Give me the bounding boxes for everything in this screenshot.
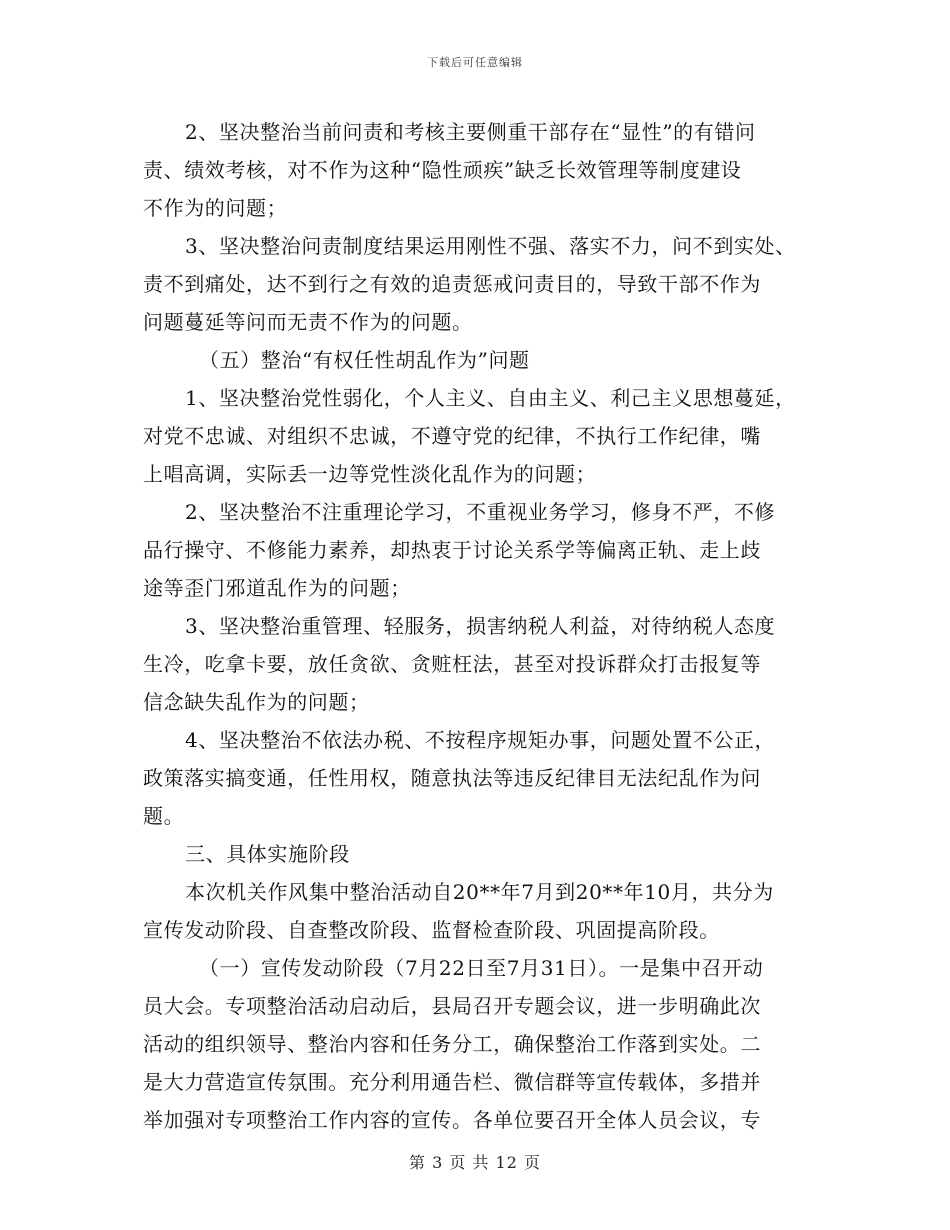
paragraph-line: 信念缺失乱作为的问题； (143, 690, 370, 714)
paragraph-line: 上唱高调，实际丢一边等党性淡化乱作为的问题； (143, 462, 597, 486)
paragraph-line: 责不到痛处，达不到行之有效的追责惩戒问责目的，导致干部不作为 (143, 272, 761, 296)
paragraph-line: 4、坚决整治不依法办税、不按程序规矩办事，问题处置不公正， (185, 728, 776, 752)
paragraph-line: 责、绩效考核，对不作为这种“隐性顽疾”缺乏长效管理等制度建设 (143, 158, 742, 182)
page-header: 下载后可任意编辑 (427, 56, 523, 69)
paragraph-line: 2、坚决整治不注重理论学习，不重视业务学习，修身不严，不修 (185, 500, 776, 524)
paragraph-line: 活动的组织领导、整治内容和任务分工，确保整治工作落到实处。二 (143, 1032, 761, 1056)
paragraph-line: 品行操守、不修能力素养，却热衷于讨论关系学等偏离正轨、走上歧 (143, 538, 761, 562)
paragraph-line: 是大力营造宣传氛围。充分利用通告栏、微信群等宣传载体，多措并 (143, 1070, 761, 1094)
paragraph-line: 举加强对专项整治工作内容的宣传。各单位要召开全体人员会议，专 (143, 1108, 761, 1132)
paragraph-line: 问题蔓延等问而无责不作为的问题。 (143, 310, 473, 334)
section-heading: （五）整治“有权任性胡乱作为”问题 (199, 348, 530, 372)
paragraph-line: 3、坚决整治重管理、轻服务，损害纳税人利益，对待纳税人态度 (185, 614, 776, 638)
paragraph-line: 1、坚决整治党性弱化，个人主义、自由主义、利己主义思想蔓延， (185, 386, 796, 410)
paragraph-line: 不作为的问题； (143, 196, 288, 220)
paragraph-line: 对党不忠诚、对组织不忠诚，不遵守党的纪律，不执行工作纪律，嘴 (143, 424, 761, 448)
paragraph-line: 3、坚决整治问责制度结果运用刚性不强、落实不力，问不到实处、 (185, 234, 796, 258)
paragraph-line: 宣传发动阶段、自查整改阶段、监督检查阶段、巩固提高阶段。 (143, 918, 720, 942)
paragraph-line: 政策落实搞变通，任性用权，随意执法等违反纪律目无法纪乱作为问 (143, 766, 761, 790)
paragraph-line: 2、坚决整治当前问责和考核主要侧重干部存在“显性”的有错问 (185, 120, 756, 144)
paragraph-line: 途等歪门邪道乱作为的问题； (143, 576, 411, 600)
paragraph-line: 题。 (143, 804, 185, 828)
document-body (143, 113, 815, 1139)
paragraph-line: 员大会。专项整治活动启动后，县局召开专题会议，进一步明确此次 (143, 994, 761, 1018)
page-number-footer: 第 3 页 共 12 页 (409, 1153, 541, 1172)
section-heading: 三、具体实施阶段 (185, 842, 350, 866)
paragraph-line: 生冷，吃拿卡要，放任贪欲、贪赃枉法，甚至对投诉群众打击报复等 (143, 652, 761, 676)
paragraph-line: 本次机关作风集中整治活动自20**年7月到20**年10月，共分为 (185, 880, 774, 904)
paragraph-line: （一）宣传发动阶段（7月22日至7月31日）。一是集中召开动 (199, 956, 764, 980)
